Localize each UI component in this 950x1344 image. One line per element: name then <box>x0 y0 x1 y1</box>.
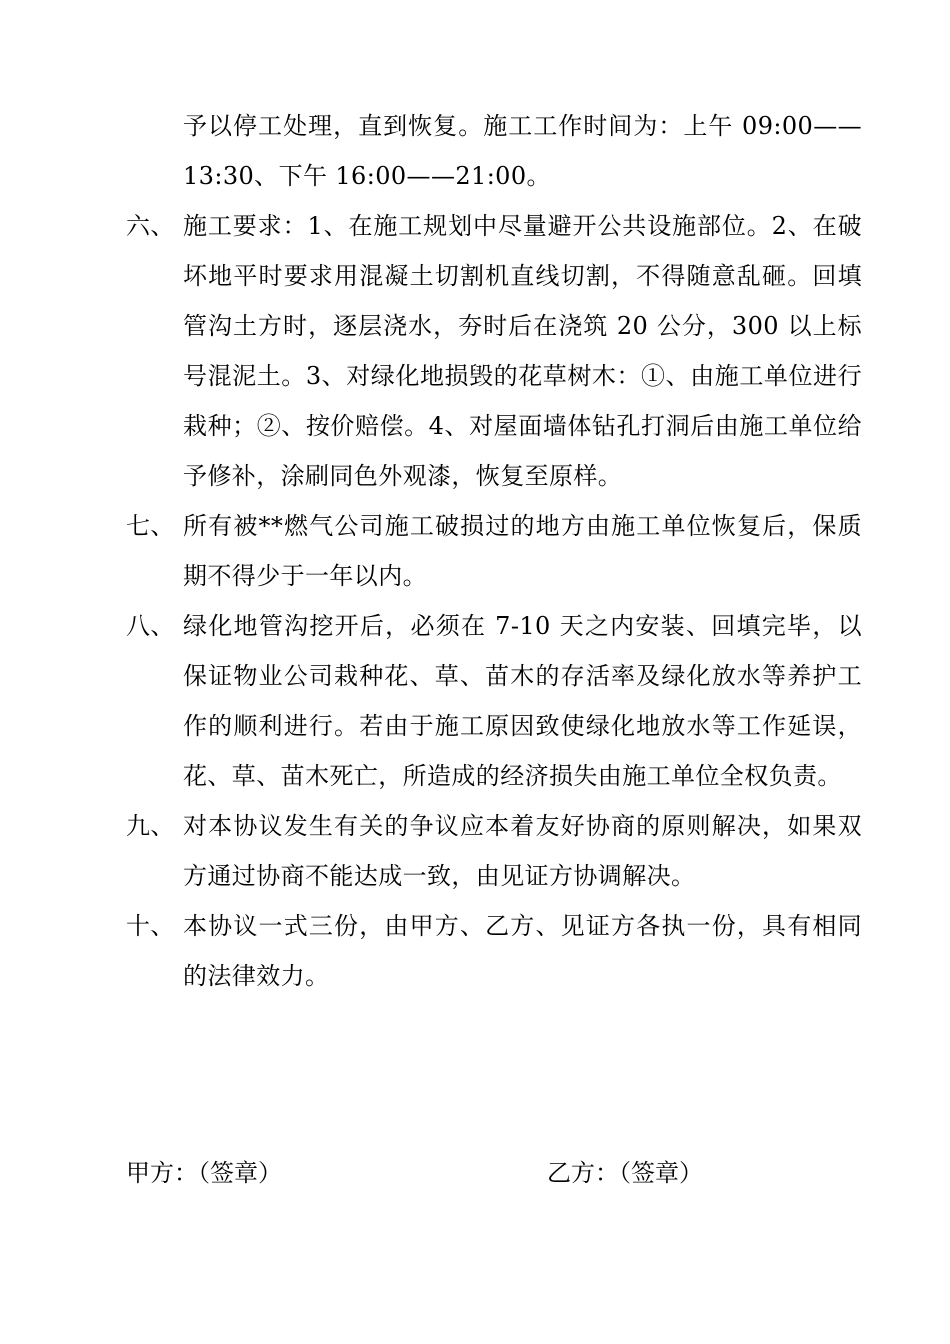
clause-text: 所有被**燃气公司施工破损过的地方由施工单位恢复后，保质期不得少于一年以内。 <box>183 512 862 590</box>
clause-text: 予以停工处理，直到恢复。施工工作时间为：上午 09:00——13:30、下午 16:00——21:00。 <box>183 112 862 190</box>
continued-clause <box>126 101 862 201</box>
clause-text: 施工要求：1、在施工规划中尽量避开公共设施部位。2、在破坏地平时要求用混凝土切割机直线切割，不得随意乱砸。回填管沟土方时，逐层浇水，夯时后在浇筑 20 公分，300 以上标号混泥土。3、对绿化地损毁的花草树木：①、由施工单位进行栽种；②、按价赔偿。4、对屋面墙体钻孔打洞后由施工单位给予修补，涂刷同色外观漆，恢复至原样。 <box>183 212 862 490</box>
clause-number: 七、 <box>126 512 175 540</box>
clause-nine <box>126 801 862 901</box>
clause-text: 本协议一式三份，由甲方、乙方、见证方各执一份，具有相同的法律效力。 <box>183 912 862 990</box>
clause-number: 九、 <box>126 812 175 840</box>
clause-text: 对本协议发生有关的争议应本着友好协商的原则解决，如果双方通过协商不能达成一致，由见证方协调解决。 <box>183 812 862 890</box>
clause-seven <box>126 501 862 601</box>
signature-block <box>126 1148 862 1198</box>
clause-six <box>126 201 862 501</box>
agreement-body <box>126 101 862 1001</box>
clause-ten <box>126 901 862 1001</box>
clause-number: 十、 <box>126 912 175 940</box>
clause-number: 六、 <box>126 212 175 240</box>
clause-number: 八、 <box>126 612 175 640</box>
party-a-signature: 甲方：（签章） <box>126 1159 282 1187</box>
party-b-signature: 乙方：（签章） <box>547 1159 703 1187</box>
clause-text: 绿化地管沟挖开后，必须在 7-10 天之内安装、回填完毕，以保证物业公司栽种花、草、苗木的存活率及绿化放水等养护工作的顺利进行。若由于施工原因致使绿化地放水等工作延误，花、草、苗木死亡，所造成的经济损失由施工单位全权负责。 <box>183 612 862 790</box>
clause-eight <box>126 601 862 801</box>
